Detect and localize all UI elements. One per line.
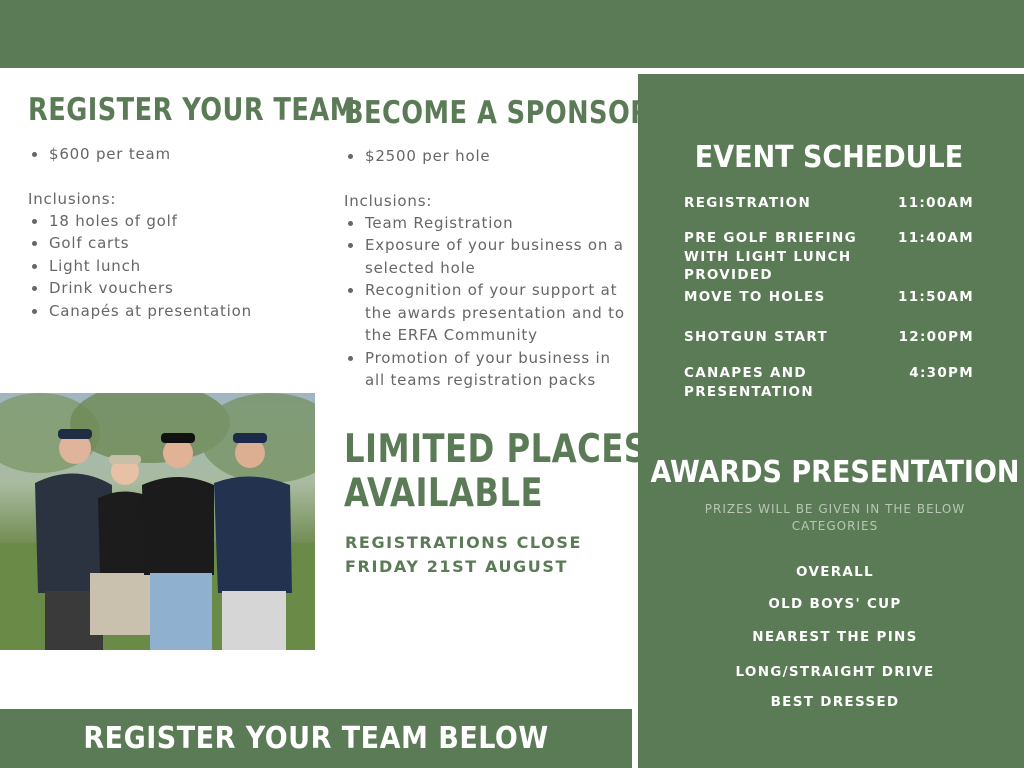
list-item: $600 per team [28, 143, 328, 166]
award-category: NEAREST THE PINS [752, 629, 918, 645]
limited-places-heading [344, 428, 647, 516]
list-item: Drink vouchers [28, 277, 328, 300]
become-sponsor-heading: BECOME A SPONSOR [344, 95, 651, 131]
limited-places-line2: AVAILABLE [344, 471, 543, 516]
register-inclusions-label: Inclusions: [28, 189, 117, 208]
event-schedule-title: EVENT SCHEDULE [694, 140, 964, 175]
schedule-time: 11:50AM [898, 289, 974, 305]
list-item: Golf carts [28, 232, 328, 255]
award-category: BEST DRESSED [770, 694, 900, 710]
sponsor-inclusions-label: Inclusions: [344, 191, 433, 210]
schedule-event: SHOTGUN START [684, 329, 828, 345]
register-price-list [28, 143, 328, 166]
list-item: 18 holes of golf [28, 210, 328, 233]
list-item: Recognition of your support at the awards presentation and to the ERFA Community [344, 279, 626, 347]
golfers-photo [0, 393, 315, 650]
register-inclusions-list [28, 210, 328, 323]
limited-places-line1: LIMITED PLACES [344, 427, 648, 472]
list-item: $2500 per hole [344, 145, 626, 168]
golfers-illustration [0, 393, 315, 650]
award-category: OVERALL [796, 564, 874, 580]
list-item: Team Registration [344, 212, 626, 235]
schedule-event: PRE GOLF BRIEFING WITH LIGHT LUNCH PROVIDED [684, 230, 857, 283]
awards-presentation-title: AWARDS PRESENTATION [650, 455, 1020, 490]
award-category: OLD BOYS' CUP [768, 596, 902, 612]
list-item: Exposure of your business on a selected hole [344, 234, 626, 279]
list-item: Promotion of your business in all teams registration packs [344, 347, 626, 392]
list-item: Canapés at presentation [28, 300, 328, 323]
awards-note: PRIZES WILL BE GIVEN IN THE BELOW CATEGORIES [704, 502, 966, 533]
register-team-details [28, 143, 328, 322]
register-team-heading: REGISTER YOUR TEAM [28, 92, 356, 128]
sponsor-price-list [344, 145, 626, 168]
sponsor-inclusions-list [344, 212, 626, 392]
list-item: Light lunch [28, 255, 328, 278]
registrations-close-text [345, 531, 582, 579]
registrations-close-line2: FRIDAY 21ST AUGUST [345, 557, 569, 576]
registrations-close-line1: REGISTRATIONS CLOSE [345, 533, 583, 552]
schedule-time: 11:00AM [898, 195, 974, 211]
schedule-time: 4:30PM [909, 365, 974, 381]
schedule-time: 12:00PM [898, 329, 974, 345]
register-team-below-label[interactable]: REGISTER YOUR TEAM BELOW [83, 721, 549, 756]
sponsor-details [344, 145, 626, 392]
award-category: LONG/STRAIGHT DRIVE [735, 664, 935, 680]
top-banner [0, 0, 1024, 68]
schedule-event: REGISTRATION [684, 195, 812, 211]
schedule-event: MOVE TO HOLES [684, 289, 826, 305]
schedule-time: 11:40AM [898, 230, 974, 246]
schedule-event: CANAPES AND PRESENTATION [684, 365, 814, 400]
